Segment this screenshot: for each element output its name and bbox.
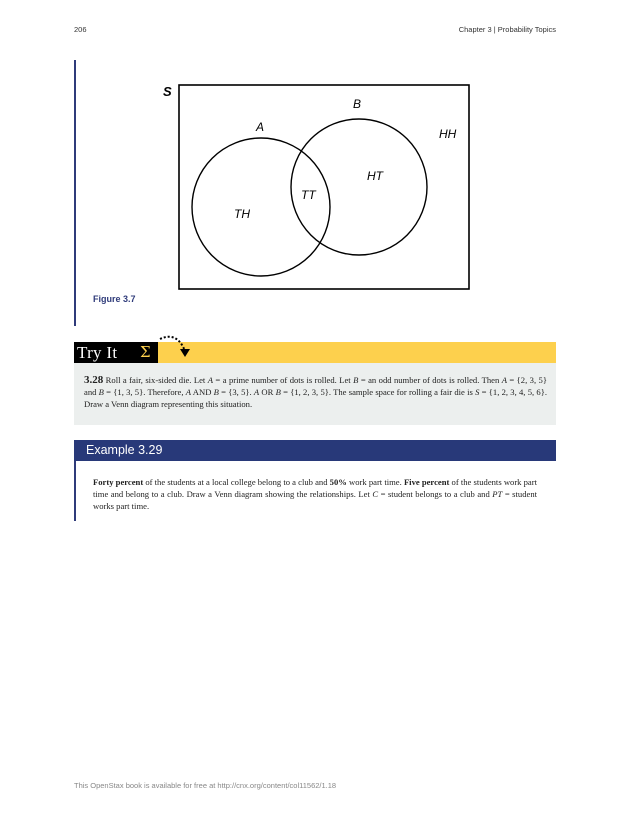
outcome-intersection: TT [301,188,316,202]
set-a-label: A [256,120,265,134]
outcome-outside: HH [439,127,457,141]
outcome-only-a: TH [234,207,250,221]
try-it-text: 3.28 Roll a fair, six-sided die. Let A = a prime number of dots is rolled. Let B = an odd number of dots is rolled. Then A = {2, 3, 5} and B = {1, 3, 5}. Therefore, A AND B = {3, 5}. A OR B = {1, 2, 3, 5}. The sample space for rolling a fair die is S = {1, 2, 3, 4, 5, 6}. Draw a Venn diagram representing this situation. [84,374,547,410]
try-it-label: Try It [74,342,158,363]
venn-diagram [0,0,630,300]
page-number: 206 [74,25,87,34]
example-text: Forty percent of the students at a local college belong to a club and 50% work part time. Five percent of the students work part time and belong to a club. Draw a Venn diagram showing the relationships. Let C = student belongs to a club and PT = student works part time. [93,477,538,512]
sigma-icon: Σ [140,343,151,361]
set-b-label: B [353,97,362,111]
example-title: Example 3.29 [86,443,163,457]
dotted-arrow-icon [155,333,195,361]
footer-note: This OpenStax book is available for free at http://cnx.org/content/col11562/1.18 [74,781,337,790]
figure-caption: Figure 3.7 [93,294,136,304]
set-b-circle [291,119,427,255]
example-sidebar-rule [74,461,76,521]
outcome-only-b: HT [367,169,383,183]
sample-space-label: S [163,84,172,99]
sample-space-rect [179,85,469,289]
set-a-circle [192,138,330,276]
chapter-header: Chapter 3 | Probability Topics [458,25,556,34]
exercise-number: 3.28 [84,374,104,386]
